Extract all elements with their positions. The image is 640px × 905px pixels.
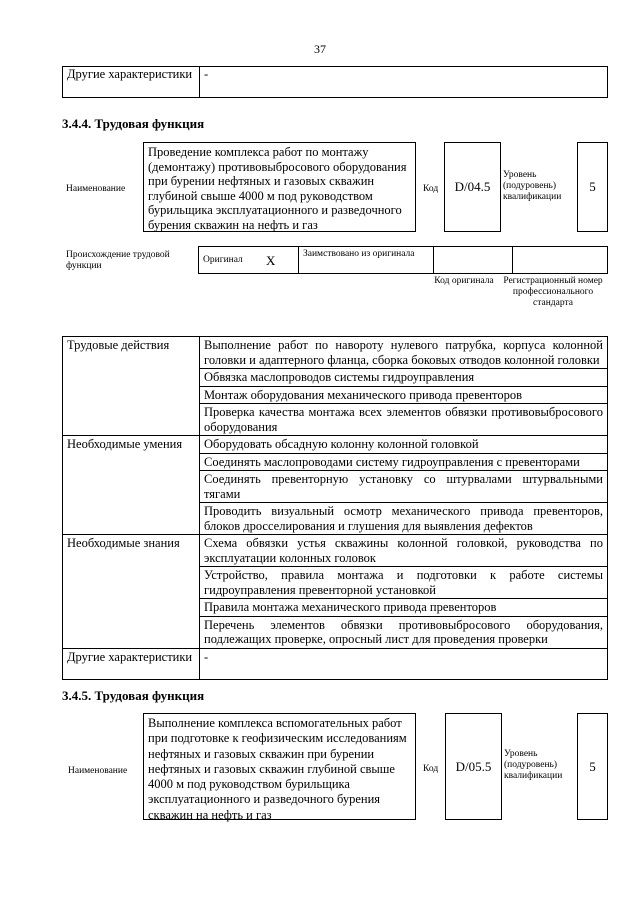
- level-box-2: 5: [577, 713, 608, 820]
- original-code-caption: Код оригинала: [434, 276, 494, 286]
- function-name-box: Проведение комплекса работ по монтажу (демонтажу) противовыбросового оборудования при бурении нефтяных и газовых скважин глубиной свыше 4000 м под руководством бурильщика эксплуатационного и разведочного бурения скважин на нефть и газ: [143, 142, 416, 232]
- code-label: Код: [423, 184, 439, 194]
- labor-action-item: Монтаж оборудования механического привода превенторов: [200, 386, 608, 404]
- level-label: Уровень (подуровень) квалификации: [503, 170, 562, 202]
- level-label-2: Уровень (подуровень) квалификации: [504, 749, 563, 781]
- function-name-box-2: Выполнение комплекса вспомогательных работ при подготовке к геофизическим исследованиям нефтяных и газовых скважин при бурении нефтяных и газовых скважин глубиной свыше 4000 м под руководством бурильщика эксплуатационного и разведочного бурения скважин на нефть и газ: [143, 713, 416, 820]
- origin-table: [198, 246, 608, 274]
- skill-item: Соединять маслопроводами систему гидроуправления с превенторами: [200, 453, 608, 471]
- section-title-344: 3.4.4. Трудовая функция: [62, 116, 205, 131]
- other-characteristics-label: Другие характеристики: [63, 67, 200, 98]
- level-box: 5: [577, 142, 608, 232]
- labor-function-table: [62, 336, 608, 680]
- code-box: D/04.5: [444, 142, 501, 232]
- labor-action-item: Проверка качества монтажа всех элементов обвязки противовыбросового оборудования: [200, 404, 608, 436]
- other-characteristics-label-2: Другие характеристики: [63, 648, 200, 679]
- section-title-345: 3.4.5. Трудовая функция: [62, 688, 205, 703]
- other-characteristics-table: [62, 66, 608, 98]
- knowledge-item: Правила монтажа механического привода превенторов: [200, 599, 608, 617]
- knowledge-item: Устройство, правила монтажа и подготовки к работе системы гидроуправления превенторной установкой: [200, 567, 608, 599]
- code-label-2: Код: [423, 764, 439, 774]
- other-characteristics-value-2: -: [200, 648, 608, 679]
- origin-label: Происхождение трудовой функции: [66, 250, 170, 271]
- page-number: 37: [314, 42, 326, 56]
- original-label: Оригинал: [199, 247, 263, 274]
- original-code-cell: [434, 247, 513, 274]
- labor-actions-label: Трудовые действия: [63, 337, 200, 436]
- required-knowledge-label: Необходимые знания: [63, 535, 200, 649]
- required-skills-label: Необходимые умения: [63, 436, 200, 535]
- skill-item: Проводить визуальный осмотр механического привода превенторов, блоков дросселирования и глушения для выявления дефектов: [200, 503, 608, 535]
- knowledge-item: Перечень элементов обвязки противовыбросового оборудования, подлежащих проверке, опросный лист для проведения проверки: [200, 616, 608, 648]
- labor-action-item: Обвязка маслопроводов системы гидроуправления: [200, 369, 608, 387]
- skill-item: Оборудовать обсадную колонну колонной головкой: [200, 436, 608, 454]
- other-characteristics-value: -: [200, 67, 608, 98]
- knowledge-item: Схема обвязки устья скважины колонной головкой, руководства по эксплуатации колонных головок: [200, 535, 608, 567]
- borrowed-label: Заимствовано из оригинала: [299, 247, 434, 274]
- registration-number-cell: [513, 247, 608, 274]
- registration-caption: Регистрационный номер профессионального стандарта: [503, 276, 603, 308]
- name-label-2: Наименование: [68, 766, 128, 776]
- skill-item: Соединять превенторную установку со штурвалами штурвальными тягами: [200, 471, 608, 503]
- labor-action-item: Выполнение работ по навороту нулевого патрубка, корпуса колонной головки и адаптерного фланца, сборка боковых отводов колонной головки: [200, 337, 608, 369]
- name-label: Наименование: [66, 184, 126, 194]
- code-box-2: D/05.5: [445, 713, 502, 820]
- original-mark: X: [262, 247, 299, 274]
